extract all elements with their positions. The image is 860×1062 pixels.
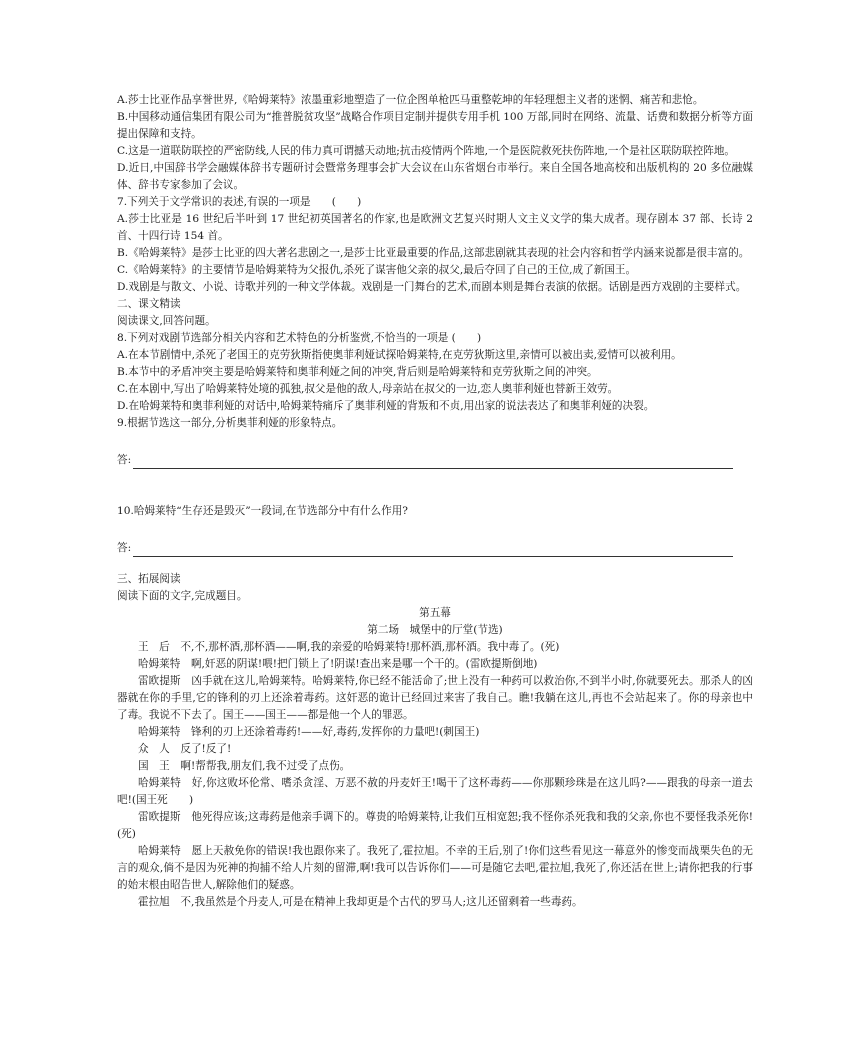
excerpt-scene-heading: 第二场 城堡中的厅堂(节选): [367, 624, 503, 636]
dialogue-line: 哈姆莱特 好,你这败坏伦常、嗜杀贪淫、万恶不赦的丹麦奸王!喝干了这杯毒药——你那颗珍珠是在这儿吗?——跟我的母亲一道去吧!(国王死 ): [117, 777, 753, 806]
q8-option-b: B.本节中的矛盾冲突主要是哈姆莱特和奥菲利娅之间的冲突,背后则是哈姆莱特和克劳狄斯之间的冲突。: [117, 366, 598, 378]
q6-option-c: C.这是一道联防联控的严密防线,人民的伟力真可谓撼天动地;抗击疫情两个阵地,一个是医院救死扶伤阵地,一个是社区联防联控阵地。: [117, 145, 736, 157]
dialogue-line: 霍拉旭 不,我虽然是个丹麦人,可是在精神上我却更是个古代的罗马人;这儿还留剩着一些毒药。: [138, 896, 583, 908]
section-2-instruction: 阅读课文,回答问题。: [117, 315, 216, 327]
q10-answer-line[interactable]: [133, 544, 733, 557]
q8-option-a: A.在本节剧情中,杀死了老国王的克劳狄斯指使奥菲利娅试探哈姆莱特,在克劳狄斯这里,亲情可以被出卖,爱情可以被利用。: [117, 349, 682, 361]
q6-option-d: D.近日,中国辞书学会融媒体辞书专题研讨会暨常务理事会扩大会议在山东省烟台市举行。来自全国各地高校和出版机构的 20 多位融媒体、辞书专家参加了会议。: [117, 162, 753, 191]
q7-option-a: A.莎士比亚是 16 世纪后半叶到 17 世纪初英国著名的作家,也是欧洲文艺复兴时期人文主义文学的集大成者。现存剧本 37 部、长诗 2 首、十四行诗 154 首。: [117, 213, 753, 242]
q7-option-b: B.《哈姆莱特》是莎士比亚的四大著名悲剧之一,是莎士比亚最重要的作品,这部悲剧就其表现的社会内容和哲学内涵来说都是很丰富的。: [117, 247, 750, 259]
q9-answer-line[interactable]: [133, 456, 733, 469]
q6-option-b: B.中国移动通信集团有限公司为“推普脱贫攻坚”战略合作项目定制并提供专用手机 100 万部,同时在网络、流量、话费和数据分析等方面提出保障和支持。: [117, 111, 753, 140]
q8-option-d: D.在哈姆莱特和奥菲利娅的对话中,哈姆莱特痛斥了奥菲利娅的背叛和不贞,用出家的说法表达了和奥菲利娅的决裂。: [117, 400, 655, 412]
section-3-instruction: 阅读下面的文字,完成题目。: [117, 590, 248, 602]
dialogue-line: 哈姆莱特 锋利的刃上还涂着毒药!——好,毒药,发挥你的力量吧!(刺国王): [138, 726, 480, 738]
dialogue-line: 王 后 不,不,那杯酒,那杯酒——啊,我的亲爱的哈姆莱特!那杯酒,那杯酒。我中毒了。(死): [138, 641, 560, 653]
dialogue-line: 雷欧提斯 凶手就在这儿,哈姆莱特。哈姆莱特,你已经不能活命了;世上没有一种药可以救治你,不到半小时,你就要死去。那杀人的凶器就在你的手里,它的锋利的刃上还涂着毒药。这奸恶的诡计已经回过来害了我自己。瞧!我躺在这儿,再也不会站起来了。你的母亲也中了毒。我说不下去了。国王——国王——都是他一个人的罪恶。: [117, 675, 753, 721]
section-2-title: 二、课文精读: [117, 298, 181, 310]
excerpt-act-heading: 第五幕: [419, 607, 451, 619]
dialogue-line: 哈姆莱特 愿上天赦免你的错误!我也跟你来了。我死了,霍拉旭。不幸的王后,别了!你们这些看见这一幕意外的惨变而战栗失色的无言的观众,倘不是因为死神的拘捕不给人片刻的留滞,啊!我可以告诉你们——可是随它去吧,霍拉旭,我死了,你还活在世上;请你把我的行事的始末根由昭告世人,解除他们的疑惑。: [117, 845, 753, 891]
q8-stem: 8.下列对戏剧节选部分相关内容和艺术特色的分析鉴赏,不恰当的一项是 ( ): [117, 332, 482, 344]
q6-option-a: A.莎士比亚作品享誉世界,《哈姆莱特》浓墨重彩地塑造了一位企图单枪匹马重整乾坤的年轻理想主义者的迷惘、痛苦和悲怆。: [117, 94, 704, 106]
section-3-title: 三、拓展阅读: [117, 573, 181, 585]
dialogue-line: 众 人 反了!反了!: [138, 743, 232, 755]
dialogue-line: 雷欧提斯 他死得应该;这毒药是他亲手调下的。尊贵的哈姆莱特,让我们互相宽恕;我不怪你杀死我和我的父亲,你也不要怪我杀死你!(死): [117, 811, 753, 840]
q10-answer-row: [117, 540, 753, 557]
dialogue-line: 哈姆莱特 啊,奸恶的阴谋!喂!把门锁上了!阴谋!查出来是哪一个干的。(雷欧提斯倒地): [138, 658, 538, 670]
q9-answer-row: [117, 452, 753, 469]
document-page: [117, 92, 753, 911]
q10-answer-label: 答:: [117, 542, 132, 554]
q7-stem: 7.下列关于文学常识的表述,有误的一项是 ( ): [117, 196, 362, 208]
q7-option-c: C.《哈姆莱特》的主要情节是哈姆莱特为父报仇,杀死了谋害他父亲的叔父,最后夺回了自己的王位,成了新国王。: [117, 264, 637, 276]
q9-stem: 9.根据节选这一部分,分析奥菲利娅的形象特点。: [117, 417, 343, 429]
q9-answer-label: 答:: [117, 454, 132, 466]
q10-stem: 10.哈姆莱特“生存还是毁灭”一段词,在节选部分中有什么作用?: [117, 505, 408, 517]
q8-option-c: C.在本剧中,写出了哈姆莱特处境的孤独,叔父是他的敌人,母亲站在叔父的一边,恋人奥菲利娅也替新王效劳。: [117, 383, 619, 395]
q7-option-d: D.戏剧是与散文、小说、诗歌并列的一种文学体裁。戏剧是一门舞台的艺术,而剧本则是舞台表演的依据。话剧是西方戏剧的主要样式。: [117, 281, 747, 293]
dialogue-line: 国 王 啊!帮帮我,朋友们,我不过受了点伤。: [138, 760, 351, 772]
